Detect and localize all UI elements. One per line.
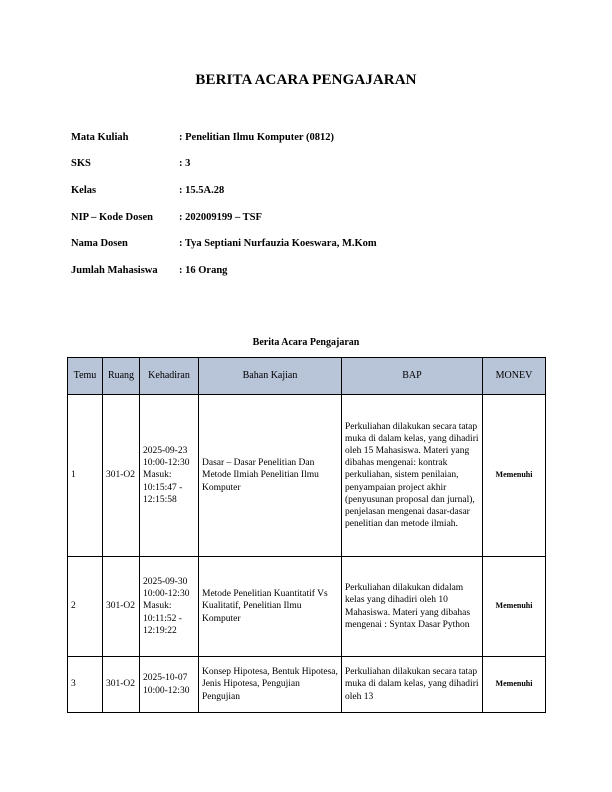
info-row-nip <box>71 204 551 231</box>
table-row <box>68 557 546 657</box>
info-row-kelas <box>71 177 551 204</box>
table-header-row <box>68 358 546 395</box>
course-info <box>71 124 551 284</box>
info-value: : 3 <box>179 158 191 170</box>
document-title: BERITA ACARA PENGAJARAN <box>195 72 417 88</box>
info-row-sks <box>71 151 551 178</box>
cell-kehadiran: 2025-10-07 10:00-12:30 <box>140 657 199 713</box>
header-temu: Temu <box>68 358 103 395</box>
cell-temu: 2 <box>68 557 103 657</box>
info-label: Jumlah Mahasiswa <box>71 264 158 276</box>
table-caption: Berita Acara Pengajaran <box>252 337 360 348</box>
cell-kehadiran: 2025-09-23 10:00-12:30 Masuk: 10:15:47 - 12:15:58 <box>140 395 199 557</box>
cell-bap: Perkuliahan dilakukan didalam kelas yang dihadiri oleh 10 Mahasiswa. Materi yang dibahas mengenai : Syntax Dasar Python <box>342 557 483 657</box>
info-label: Nama Dosen <box>71 238 128 250</box>
header-ruang: Ruang <box>103 358 140 395</box>
cell-ruang: 301-O2 <box>103 557 140 657</box>
header-kehadiran: Kehadiran <box>140 358 199 395</box>
info-value: : Penelitian Ilmu Komputer (0812) <box>179 131 334 143</box>
cell-bahan-kajian: Metode Penelitian Kuantitatif Vs Kualitatif, Penelitian Ilmu Komputer <box>199 557 342 657</box>
info-row-jumlah-mahasiswa <box>71 257 551 284</box>
cell-bap: Perkuliahan dilakukan secara tatap muka di dalam kelas, yang dihadiri oleh 13 <box>342 657 483 713</box>
header-bap: BAP <box>342 358 483 395</box>
bap-table <box>67 357 546 713</box>
cell-temu: 1 <box>68 395 103 557</box>
info-row-nama-dosen <box>71 230 551 257</box>
header-monev: MONEV <box>483 358 546 395</box>
cell-bap: Perkuliahan dilakukan secara tatap muka di dalam kelas, yang dihadiri oleh 15 Mahasiswa. Materi yang dibahas mengenai: kontrak perkuliahan, sistem penilaian, penyampaian project akhir (penyusunan proposal dan jurnal), penjelasan mengenai dasar-dasar penelitian dan metode ilmiah. <box>342 395 483 557</box>
cell-bahan-kajian: Konsep Hipotesa, Bentuk Hipotesa, Jenis Hipotesa, Pengujian Pengujian <box>199 657 342 713</box>
cell-temu: 3 <box>68 657 103 713</box>
table-row <box>68 657 546 713</box>
cell-kehadiran: 2025-09-30 10:00-12:30 Masuk: 10:11:52 - 12:19:22 <box>140 557 199 657</box>
info-value: : 16 Orang <box>179 264 228 276</box>
cell-ruang: 301-O2 <box>103 395 140 557</box>
info-label: Mata Kuliah <box>71 131 129 143</box>
info-label: Kelas <box>71 184 97 196</box>
cell-monev: Memenuhi <box>483 395 546 557</box>
cell-bahan-kajian: Dasar – Dasar Penelitian Dan Metode Ilmiah Penelitian Ilmu Komputer <box>199 395 342 557</box>
table-row <box>68 395 546 557</box>
cell-ruang: 301-O2 <box>103 657 140 713</box>
info-label: NIP – Kode Dosen <box>71 211 153 223</box>
info-row-mata-kuliah <box>71 124 551 151</box>
header-bahan-kajian: Bahan Kajian <box>199 358 342 395</box>
info-label: SKS <box>71 158 91 170</box>
cell-monev: Memenuhi <box>483 657 546 713</box>
info-value: : 15.5A.28 <box>179 184 225 196</box>
info-value: : Tya Septiani Nurfauzia Koeswara, M.Kom <box>179 238 377 250</box>
info-value: : 202009199 – TSF <box>179 211 262 223</box>
cell-monev: Memenuhi <box>483 557 546 657</box>
